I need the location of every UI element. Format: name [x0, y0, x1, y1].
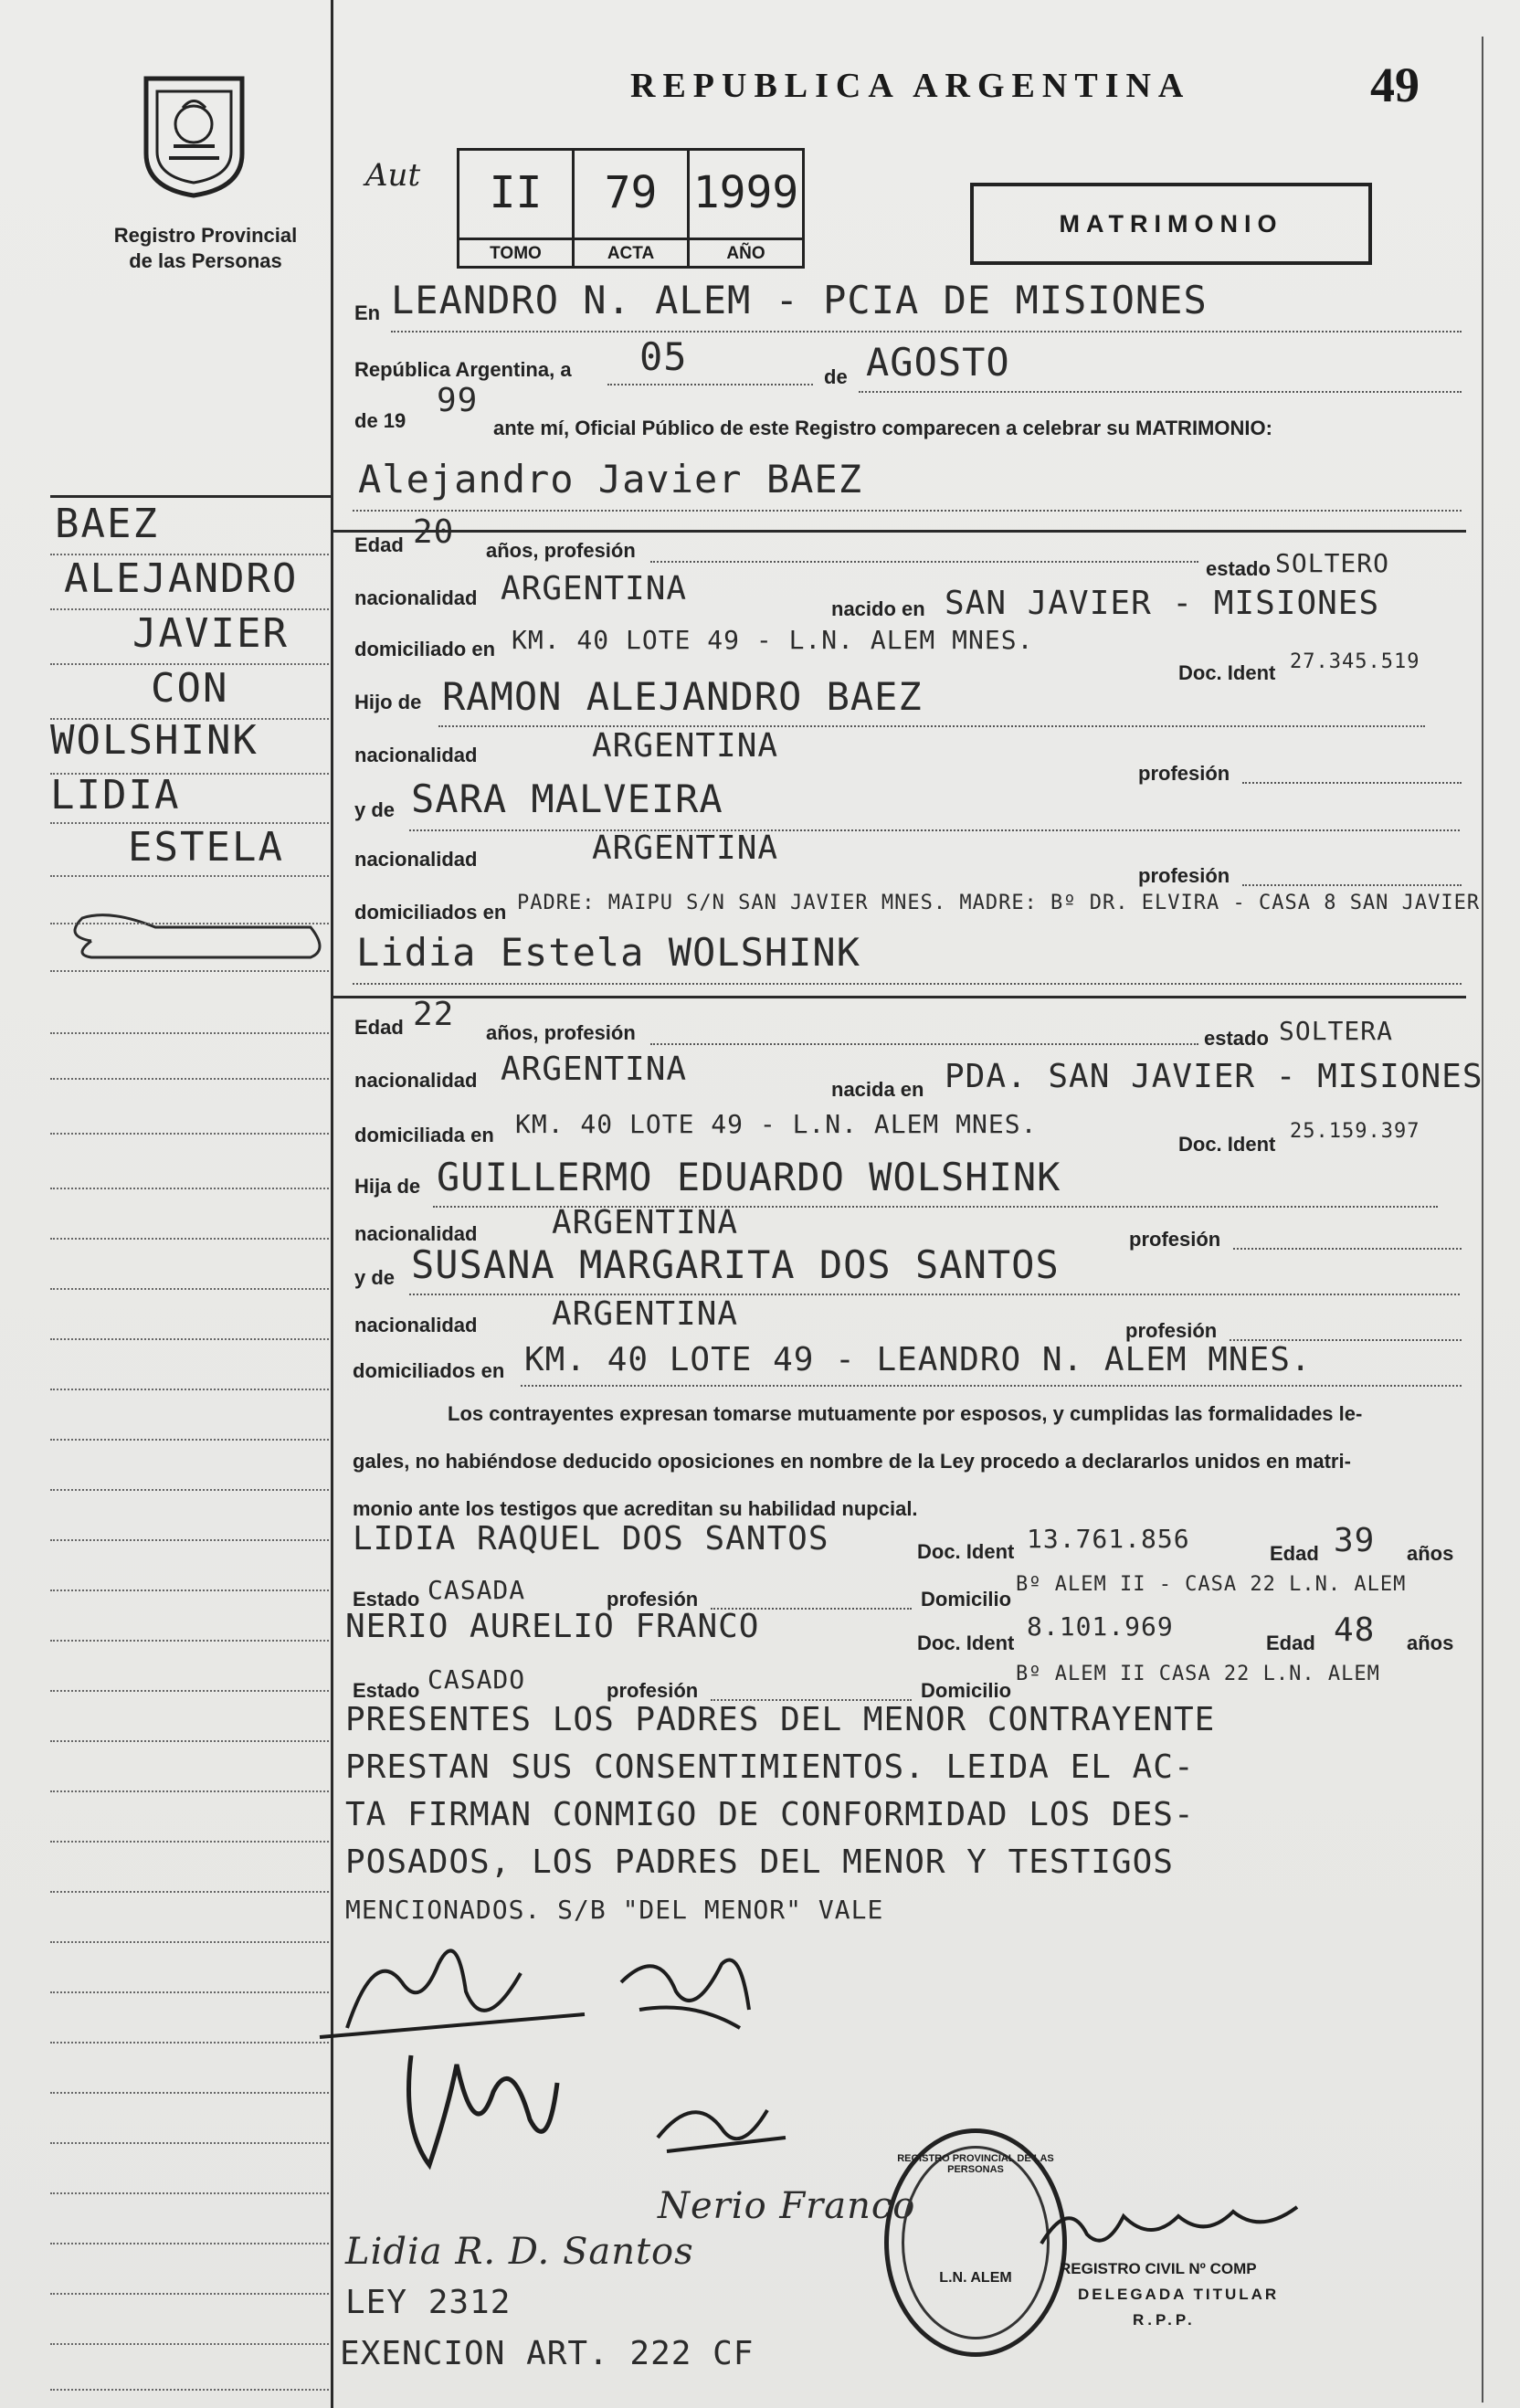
witness2-estado: CASADO	[428, 1664, 526, 1695]
margin-line	[50, 2389, 329, 2391]
margin-first-name: ALEJANDRO	[64, 555, 299, 602]
groom-nac-label: nacionalidad	[354, 586, 478, 609]
ano-label: AÑO	[690, 238, 802, 264]
witness2-signature: Nerio Franco	[658, 2185, 916, 2227]
witness1-name: LIDIA RAQUEL DOS SANTOS	[353, 1520, 829, 1558]
registry-stamp-text: REGISTRO PROVINCIAL DE LAS PERSONAS	[897, 2153, 1054, 2175]
witness1-doc-label: Doc. Ident	[917, 1540, 1015, 1563]
note-line-3: TA FIRMAN CONMIGO DE CONFORMIDAD LOS DES-	[345, 1796, 1195, 1833]
margin-line	[50, 1133, 329, 1135]
day-line	[607, 384, 813, 385]
tomo-cell	[459, 151, 575, 266]
bride-estado-label: estado	[1204, 1027, 1269, 1050]
bride-anos-profesion-label: años, profesión	[486, 1021, 636, 1044]
groom-doc: 27.345.519	[1290, 650, 1420, 673]
section-rule-groom	[333, 530, 1466, 533]
place-prefix: En	[354, 301, 381, 324]
witness1-signature: Lidia R. D. Santos	[345, 2231, 694, 2273]
bride-father: GUILLERMO EDUARDO WOLSHINK	[437, 1155, 1061, 1199]
margin-bride-middle: ESTELA	[128, 824, 284, 871]
bride-domicilio: KM. 40 LOTE 49 - L.N. ALEM MNES.	[515, 1109, 1038, 1139]
witness1-estado: CASADA	[428, 1575, 526, 1605]
bride-padres-dom-line	[521, 1385, 1462, 1387]
bride-nacionalidad: ARGENTINA	[501, 1051, 688, 1088]
year-label: de 19	[354, 409, 406, 432]
date-de-label: de	[824, 365, 848, 388]
exencion-text: EXENCION ART. 222 CF	[340, 2335, 755, 2372]
margin-line	[50, 822, 329, 824]
witness2-edad-label: Edad	[1266, 1632, 1315, 1654]
groom-edad-label: Edad	[354, 533, 404, 556]
bride-nacida-label: nacida en	[831, 1078, 924, 1101]
bride-doc-label: Doc. Ident	[1178, 1133, 1276, 1156]
bride-doc: 25.159.397	[1290, 1120, 1420, 1143]
official-stamp-line-2: DELEGADA TITULAR	[1078, 2286, 1280, 2303]
note-line-4: POSADOS, LOS PADRES DEL MENOR Y TESTIGOS	[345, 1843, 1174, 1881]
margin-rule	[50, 495, 333, 498]
margin-line	[50, 2192, 329, 2194]
margin-line	[50, 663, 329, 665]
margin-middle-name: JAVIER	[132, 610, 289, 657]
republic-title: REPUBLICA ARGENTINA	[630, 67, 1191, 105]
witness2-dom-label: Domicilio	[921, 1679, 1012, 1702]
bride-edad: 22	[413, 996, 455, 1033]
registry-stamp-center: L.N. ALEM	[939, 2270, 1012, 2286]
margin-bride-first: LIDIA	[50, 772, 181, 819]
bride-mother: SUSANA MARGARITA DOS SANTOS	[411, 1242, 1060, 1287]
acta-value: 79	[604, 167, 658, 218]
witness2-doc: 8.101.969	[1027, 1611, 1174, 1642]
bride-edad-label: Edad	[354, 1016, 404, 1039]
date-day: 05	[639, 334, 688, 379]
registro-line-1: Registro Provincial	[113, 224, 298, 247]
groom-dom-label: domiciliado en	[354, 638, 496, 660]
groom-signature-icon	[311, 1927, 786, 2055]
official-signature-icon	[1032, 2189, 1306, 2262]
bride-name: Lidia Estela WOLSHINK	[356, 930, 861, 975]
groom-edad: 20	[413, 513, 455, 551]
acta-cell	[575, 151, 690, 266]
bride-padres-dom-label: domiciliados en	[353, 1359, 505, 1382]
margin-annotation: Aut	[365, 157, 421, 194]
ano-cell	[690, 151, 802, 266]
margin-flourish-icon	[55, 904, 329, 968]
note-line-1: PRESENTES LOS PADRES DEL MENOR CONTRAYENTE	[345, 1701, 1216, 1738]
margin-line	[50, 1790, 329, 1792]
groom-estado: SOLTERO	[1275, 548, 1390, 578]
margin-line	[50, 1740, 329, 1742]
witness1-dom: Bº ALEM II - CASA 22 L.N. ALEM	[1016, 1573, 1407, 1596]
margin-line	[50, 923, 329, 924]
witness1-doc: 13.761.856	[1027, 1524, 1190, 1554]
bride-profesion-line	[650, 1043, 1198, 1045]
margin-line	[50, 718, 329, 720]
margin-line	[50, 1891, 329, 1893]
document-type-box: MATRIMONIO	[970, 183, 1372, 265]
declaration-paragraph	[353, 1390, 1449, 1533]
ley-text: LEY 2312	[345, 2284, 512, 2321]
country-label: República Argentina, a	[354, 358, 572, 381]
margin-line	[50, 2042, 329, 2044]
bride-father-prof-label: profesión	[1129, 1228, 1221, 1251]
witness2-prof-label: profesión	[607, 1679, 699, 1702]
note-line-2: PRESTAN SUS CONSENTIMIENTOS. LEIDA EL AC-	[345, 1748, 1195, 1786]
margin-line	[50, 1640, 329, 1642]
declaration-line-1: Los contrayentes expresan tomarse mutuamente por esposos, y cumplidas las formalidades le-	[448, 1402, 1363, 1425]
margin-line	[50, 1941, 329, 1943]
bride-father-nac-label: nacionalidad	[354, 1222, 478, 1245]
groom-estado-label: estado	[1206, 557, 1271, 580]
groom-father-prof-label: profesión	[1138, 762, 1230, 785]
groom-domicilio: KM. 40 LOTE 49 - L.N. ALEM MNES.	[512, 625, 1034, 655]
groom-mother-nac-label: nacionalidad	[354, 848, 478, 871]
registro-line-2: de las Personas	[129, 249, 282, 272]
witness1-prof-label: profesión	[607, 1588, 699, 1611]
margin-line	[50, 1539, 329, 1541]
margin-line	[50, 2243, 329, 2244]
groom-nacido-label: nacido en	[831, 597, 925, 620]
groom-profesion-line	[650, 561, 1198, 563]
section-rule-bride	[333, 996, 1466, 998]
groom-father-prof-line	[1242, 782, 1462, 784]
groom-nacionalidad: ARGENTINA	[501, 570, 688, 607]
margin-line	[50, 875, 329, 877]
witness2-anos-label: años	[1407, 1632, 1454, 1654]
groom-doc-label: Doc. Ident	[1178, 661, 1276, 684]
parent-signature-icon	[639, 2083, 804, 2165]
bride-estado: SOLTERA	[1279, 1016, 1394, 1046]
witness2-dom: Bº ALEM II CASA 22 L.N. ALEM	[1016, 1663, 1380, 1685]
bride-nacida: PDA. SAN JAVIER - MISIONES	[945, 1058, 1483, 1095]
acta-label: ACTA	[575, 238, 687, 264]
groom-padres-dom-label: domiciliados en	[354, 901, 507, 924]
groom-mother-prof-line	[1242, 884, 1462, 886]
margin-line	[50, 1032, 329, 1034]
margin-line	[50, 1690, 329, 1692]
official-stamp-line-3: R.P.P.	[1133, 2311, 1196, 2329]
margin-line	[50, 773, 329, 775]
witness1-edad: 39	[1334, 1522, 1376, 1559]
margin-surname: BAEZ	[55, 501, 159, 547]
bride-hija-label: Hija de	[354, 1175, 421, 1198]
date-month: AGOSTO	[866, 340, 1010, 385]
place-value: LEANDRO N. ALEM - PCIA DE MISIONES	[391, 278, 1208, 322]
groom-anos-profesion-label: años, profesión	[486, 539, 636, 562]
bride-mother-nac: ARGENTINA	[552, 1295, 739, 1333]
bride-father-prof-line	[1233, 1248, 1462, 1250]
margin-line	[50, 1439, 329, 1441]
groom-name-line	[353, 510, 1462, 512]
margin-line	[50, 608, 329, 610]
margin-line	[50, 1389, 329, 1390]
groom-nacido: SAN JAVIER - MISIONES	[945, 585, 1380, 622]
margin-line	[50, 1841, 329, 1843]
margin-line	[50, 2092, 329, 2094]
witness2-estado-label: Estado	[353, 1679, 420, 1702]
note-line-5: MENCIONADOS. S/B "DEL MENOR" VALE	[345, 1895, 884, 1925]
tomo-label: TOMO	[459, 238, 572, 264]
official-stamp-line-1: REGISTRO CIVIL Nº COMP	[1060, 2260, 1257, 2277]
margin-line	[50, 1288, 329, 1290]
groom-father-nac: ARGENTINA	[592, 727, 779, 765]
margin-line	[50, 2142, 329, 2144]
ano-value: 1999	[692, 167, 799, 218]
groom-yde-label: y de	[354, 798, 396, 821]
margin-line	[50, 2343, 329, 2345]
bride-mother-nac-label: nacionalidad	[354, 1314, 478, 1336]
record-number-box	[457, 148, 805, 269]
month-line	[859, 391, 1462, 393]
declaration-line-2: gales, no habiéndose deducido oposiciones en nombre de la Ley procedo a declararlos unidos en matri-	[353, 1450, 1351, 1473]
declaration-line-3: monio ante los testigos que acreditan su habilidad nupcial.	[353, 1497, 918, 1520]
margin-line	[50, 554, 329, 555]
margin-line	[50, 1489, 329, 1491]
groom-padres-dom: PADRE: MAIPU S/N SAN JAVIER MNES. MADRE: Bº DR. ELVIRA - CASA 8 SAN JAVIER	[517, 892, 1481, 914]
groom-father-line	[438, 725, 1425, 727]
bride-signature-icon	[393, 2037, 575, 2183]
registro-label	[73, 223, 338, 274]
groom-mother-nac: ARGENTINA	[592, 829, 779, 867]
margin-line	[50, 1991, 329, 1993]
margin-line	[50, 1188, 329, 1189]
groom-father-nac-label: nacionalidad	[354, 744, 478, 766]
witness2-name: NERIO AURELIO FRANCO	[345, 1608, 760, 1645]
groom-mother-line	[409, 829, 1460, 831]
margin-line	[50, 1338, 329, 1340]
bride-father-nac: ARGENTINA	[552, 1204, 739, 1241]
groom-mother: SARA MALVEIRA	[411, 776, 723, 821]
groom-name: Alejandro Javier BAEZ	[358, 457, 863, 502]
witness2-doc-label: Doc. Ident	[917, 1632, 1015, 1654]
provincial-seal-icon	[137, 71, 251, 199]
bride-mother-prof-label: profesión	[1125, 1319, 1218, 1342]
bride-dom-label: domiciliada en	[354, 1124, 494, 1146]
margin-line	[50, 2293, 329, 2295]
date-year: 99	[437, 382, 479, 419]
witness1-dom-label: Domicilio	[921, 1588, 1012, 1611]
page-number: 49	[1370, 58, 1420, 112]
witness2-edad: 48	[1334, 1611, 1376, 1649]
witness1-anos-label: años	[1407, 1542, 1454, 1565]
place-line	[391, 331, 1462, 333]
margin-line	[50, 970, 329, 972]
bride-yde-label: y de	[354, 1266, 396, 1289]
bride-padres-dom: KM. 40 LOTE 49 - LEANDRO N. ALEM MNES.	[524, 1341, 1312, 1378]
witness1-estado-label: Estado	[353, 1588, 420, 1611]
tomo-value: II	[489, 167, 543, 218]
groom-mother-prof-label: profesión	[1138, 864, 1230, 887]
margin-bride-surname: WOLSHINK	[50, 717, 259, 764]
right-border	[1482, 37, 1483, 2403]
margin-line	[50, 1078, 329, 1080]
bride-nac-label: nacionalidad	[354, 1069, 478, 1092]
margin-line	[50, 1589, 329, 1591]
witness1-edad-label: Edad	[1270, 1542, 1319, 1565]
margin-con: CON	[151, 665, 229, 712]
groom-hijo-label: Hijo de	[354, 691, 422, 713]
bride-name-line	[353, 983, 1462, 985]
intro-text: ante mí, Oficial Público de este Registro comparecen a celebrar su MATRIMONIO:	[493, 417, 1272, 439]
groom-father: RAMON ALEJANDRO BAEZ	[442, 674, 923, 719]
margin-line	[50, 1238, 329, 1240]
